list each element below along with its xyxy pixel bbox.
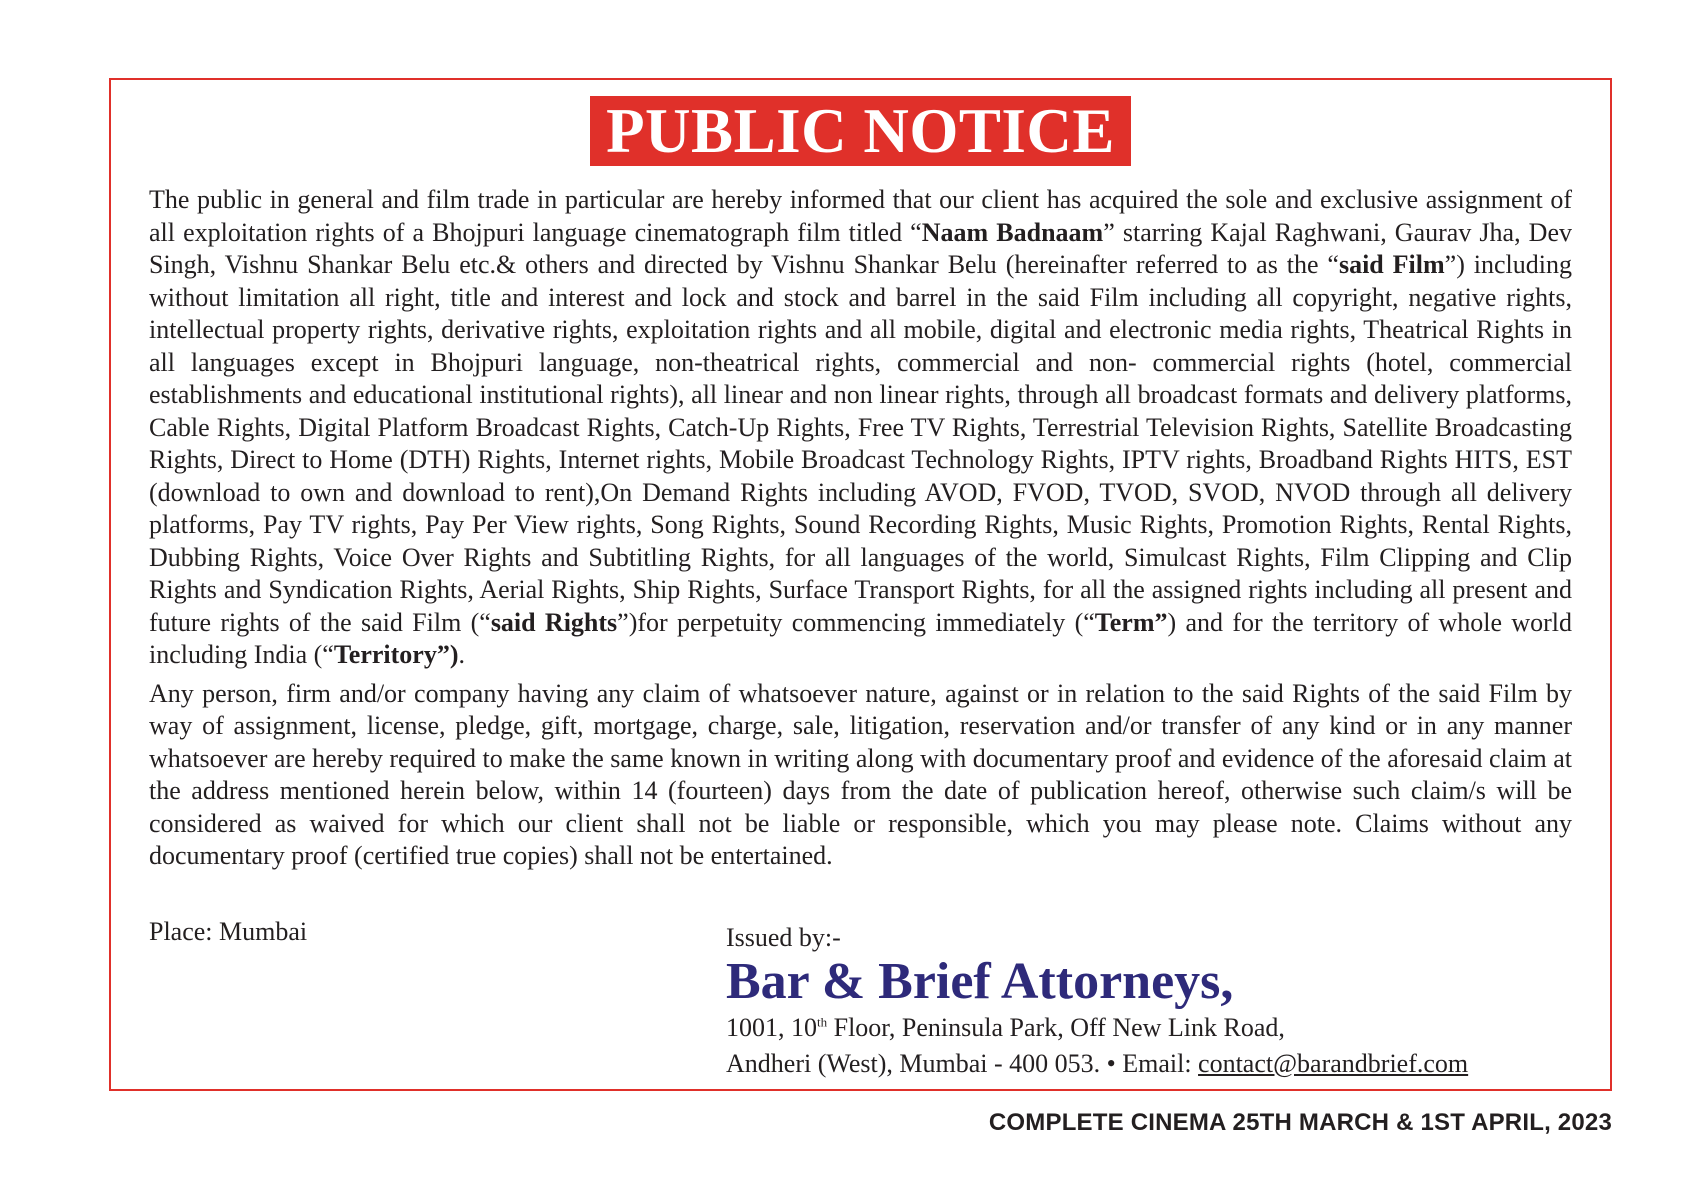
addr1-pre: 1001, 10 [726, 1013, 817, 1042]
firm-name: Bar & Brief Attorneys, [726, 953, 1234, 1010]
film-title: Naam Badnaam [921, 217, 1104, 247]
p1-text-d: ”)for perpetuity commencing immediately (“ [617, 607, 1095, 637]
email-link[interactable]: contact@barandbrief.com [1198, 1049, 1469, 1078]
title-wrap [111, 96, 1610, 166]
said-rights-term: said Rights [490, 607, 618, 637]
addr1-post: Floor, Peninsula Park, Off New Link Road, [827, 1013, 1285, 1042]
paragraph-rights-assignment [149, 184, 1572, 672]
p1-text-f: . [458, 640, 465, 669]
said-film-term: said Film [1338, 250, 1445, 279]
place-label: Place: Mumbai [149, 917, 308, 946]
address-line-2 [726, 1046, 1468, 1082]
p1-text-b: ” starring Kajal Raghwani, Gaurav Jha, Dev Singh, Vishnu Shankar Belu etc.& others and directed by Vishnu Shankar Belu (hereinafter referred to as the “ [149, 217, 1572, 279]
paragraph-claims: Any person, firm and/or company having any claim of whatsoever nature, against or in relation to the said Rights of the said Film by way of assignment, license, pledge, gift, mortgage, charge, sale, litigation, reservation and/or transfer of any kind or in any manner whatsoever are hereby required to make the same known in writing along with documentary proof and evidence of the aforesaid claim at the address mentioned herein below, within 14 (fourteen) days from the date of publication hereof, otherwise such claim/s will be considered as waived for which our client shall not be liable or responsible, which you may please note. Claims without any documentary proof (certified true copies) shall not be entertained. [149, 678, 1572, 870]
addr2-text: Andheri (West), Mumbai - 400 053. • Email: [726, 1049, 1199, 1078]
term-term: Term” [1094, 607, 1168, 637]
issued-by-label: Issued by:- [726, 923, 841, 952]
p1-text-e: ) and for the territory of whole world including India (“ [149, 607, 1573, 669]
public-notice-frame [109, 78, 1612, 1091]
p1-text-c: ”) including without limitation all right, title and interest and lock and stock and barrel in the said Film including all copyright, negative rights, intellectual property rights, derivative rights, exploitation rights and all mobile, digital and electronic media rights, Theatrical Rights in all languages except in Bhojpuri language, non-theatrical rights, commercial and non- commercial rights (hotel, commercial establishments and educational institutional rights), all linear and non linear rights, through all broadcast formats and delivery platforms, Cable Rights, Digital Platform Broadcast Rights, Catch-Up Rights, Free TV Rights, Terrestrial Television Rights, Satellite Broadcasting Rights, Direct to Home (DTH) Rights, Internet rights, Mobile Broadcast Technology Rights, IPTV rights, Broadband Rights HITS, EST (download to own and download to rent),On Demand Rights including AVOD, FVOD, TVOD, SVOD, NVOD through all delivery platforms, Pay TV rights, Pay Per View rights, Song Rights, Sound Recording Rights, Music Rights, Promotion Rights, Rental Rights, Dubbing Rights, Voice Over Rights and Subtitling Rights, for all languages of the world, Simulcast Rights, Film Clipping and Clip Rights and Syndication Rights, Aerial Rights, Ship Rights, Surface Transport Rights, for all the assigned rights including all present and future rights of the said Film (“ [149, 250, 1572, 637]
notice-body [149, 184, 1572, 879]
publication-footer: COMPLETE CINEMA 25TH MARCH & 1ST APRIL, 2023 [988, 1109, 1612, 1136]
p1-text-a: The public in general and film trade in particular are hereby informed that our client has acquired the sole and exclusive assignment of all exploitation rights of a Bhojpuri language cinematograph film titled “ [149, 185, 1572, 247]
addr1-sup: th [817, 1014, 828, 1030]
address-line-1 [726, 1010, 1468, 1046]
issuer-block [726, 922, 1468, 1082]
notice-title: PUBLIC NOTICE [590, 96, 1131, 166]
territory-term: Territory”) [333, 640, 459, 669]
